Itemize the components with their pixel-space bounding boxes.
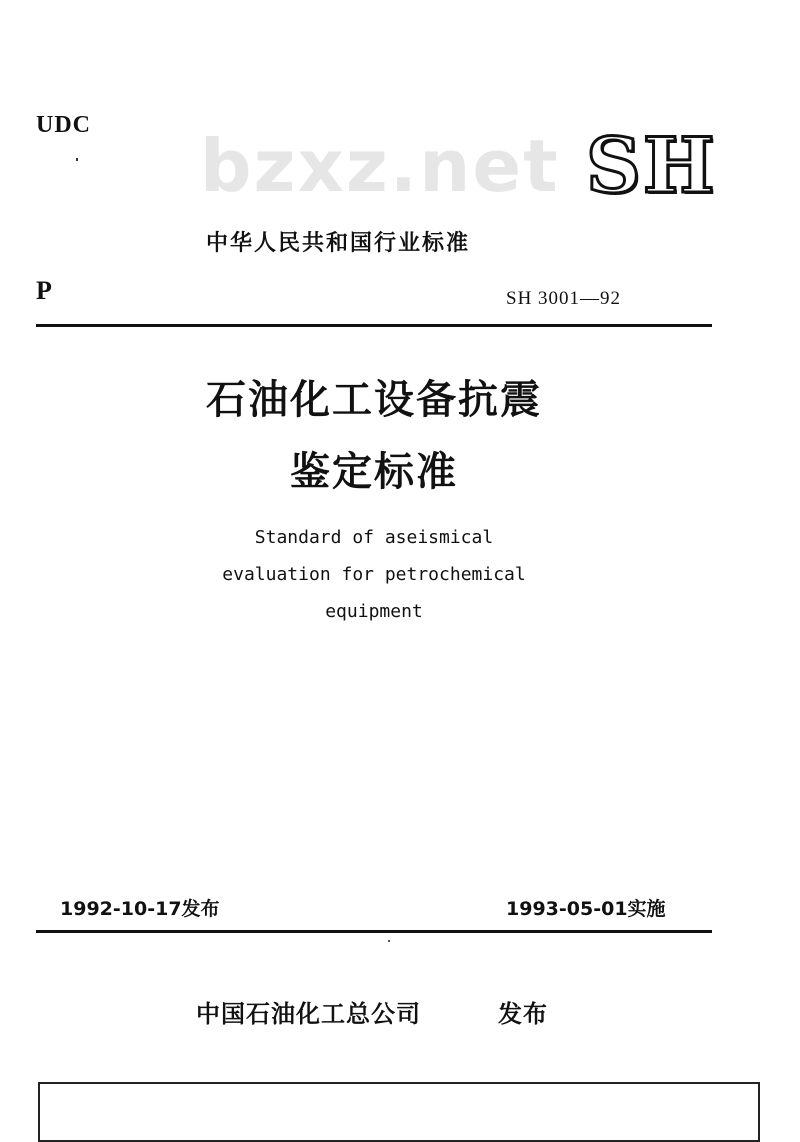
top-rule	[36, 324, 712, 327]
title-en-line2: evaluation for petrochemical	[222, 564, 526, 585]
title-en-line1: Standard of aseismical	[254, 527, 494, 548]
publish-date: 1992-10-17发布	[60, 898, 220, 920]
title-en-line3: equipment	[325, 601, 423, 622]
bottom-frame	[38, 1082, 760, 1142]
scan-speck	[76, 158, 78, 161]
title-cn-line1: 石油化工设备抗震	[206, 376, 542, 423]
bottom-rule	[36, 930, 712, 933]
implementation-date: 1993-05-01实施	[506, 898, 666, 920]
standard-number: SH 3001—92	[506, 288, 622, 309]
udc-label: UDC	[36, 112, 91, 138]
publisher-verb: 发布	[498, 1000, 548, 1028]
watermark: bzxz.net	[200, 124, 560, 208]
category-label: P	[36, 276, 52, 305]
scan-speck	[388, 940, 390, 942]
sh-logo: SH	[586, 121, 717, 210]
title-cn-line2: 鉴定标准	[290, 448, 458, 495]
industry-standard-heading: 中华人民共和国行业标准	[206, 231, 471, 256]
publisher-name: 中国石油化工总公司	[196, 1000, 421, 1028]
